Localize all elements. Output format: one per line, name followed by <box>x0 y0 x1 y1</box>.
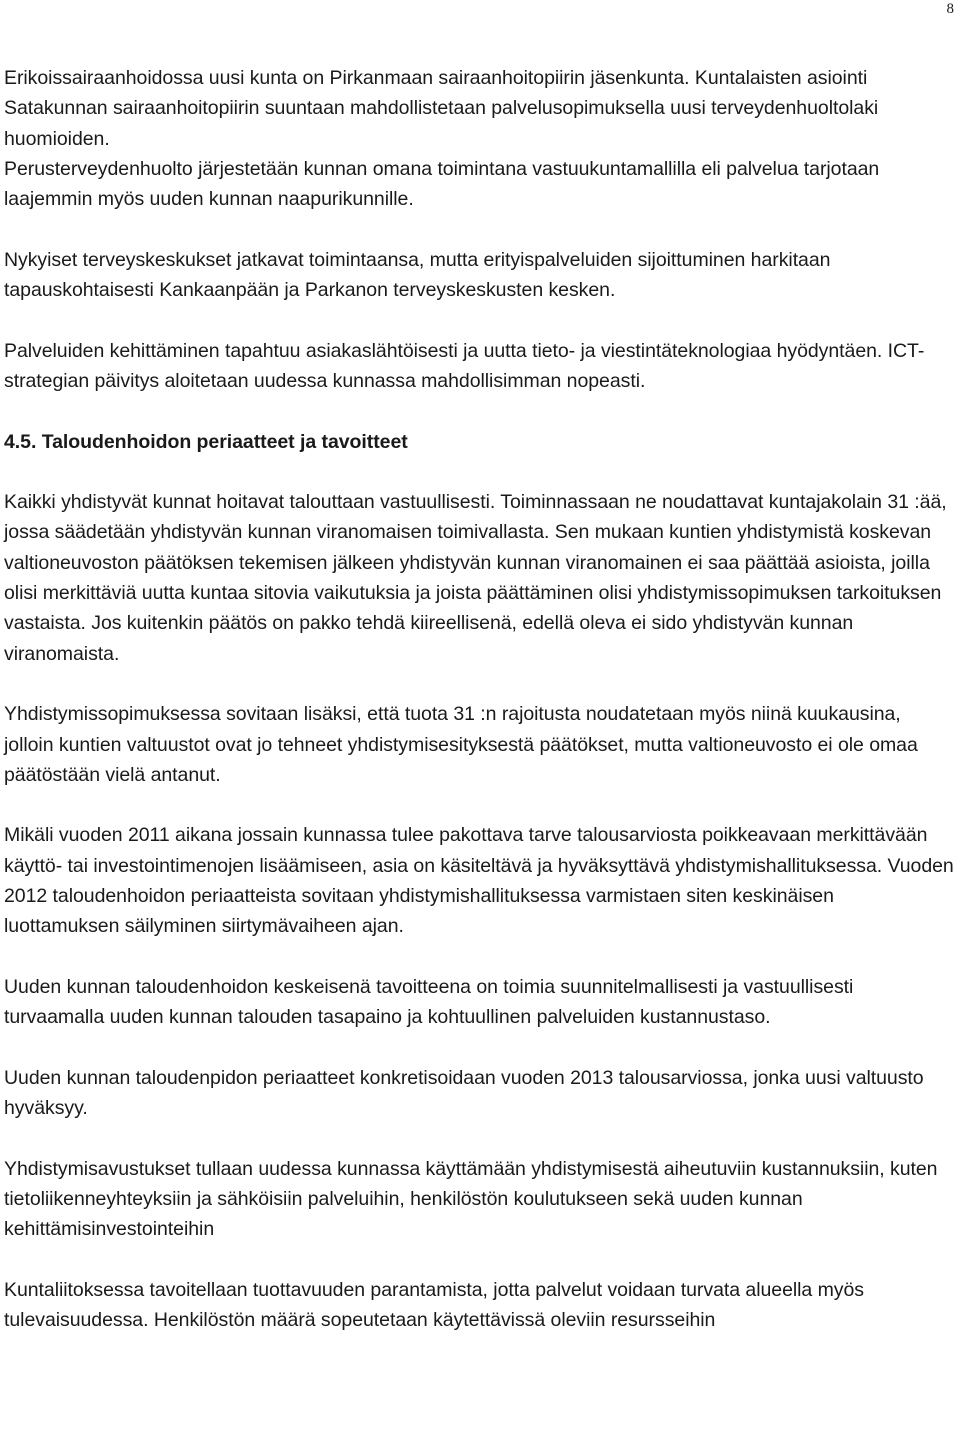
paragraph-health-centres: Nykyiset terveyskeskukset jatkavat toimintaansa, mutta erityispalveluiden sijoittuminen harkitaan tapauskohtaisesti Kankaanpään ja Parkanon terveyskeskusten kesken. <box>4 248 831 302</box>
page-number: 8 <box>946 1 954 17</box>
paragraph-finance-goal: Uuden kunnan taloudenhoidon keskeisenä tavoitteena on toimia suunnitelmallisesti ja vastuullisesti turvaamalla uuden kunnan talouden tasapaino ja kohtuullinen palveluiden kustannustaso. <box>4 975 854 1029</box>
paragraph-merger-grants: Yhdistymisavustukset tullaan uudessa kunnassa käyttämään yhdistymisestä aiheutuviin kustannuksiin, kuten tietoliikenneyhteyksiin ja sähköisiin palveluihin, henkilöstön koulutukseen sekä uuden kunnan kehittämisinvestointeihin <box>4 1157 938 1241</box>
paragraph-service-development: Palveluiden kehittäminen tapahtuu asiakaslähtöisesti ja uutta tieto- ja viestintäteknologiaa hyödyntäen. ICT-strategian päivitys aloitetaan uudessa kunnassa mahdollisimman nopeasti. <box>4 339 925 392</box>
paragraph-specialist-care: Erikoissairaanhoidossa uusi kunta on Pirkanmaan sairaanhoitopiirin jäsenkunta. Kuntalaisten asiointi Satakunnan sairaanhoitopiirin suuntaan mahdollistetaan palvelusopimuksella uusi terveydenhuoltolaki huomioiden. <box>4 67 879 150</box>
paragraph-productivity: Kuntaliitoksessa tavoitellaan tuottavuuden parantamista, jotta palvelut voidaan turvata alueella myös tulevaisuudessa. Henkilöstön määrä sopeutetaan käytettävissä oleviin resursseihin <box>4 1278 864 1332</box>
document-body <box>4 63 954 1366</box>
section-heading: 4.5. Taloudenhoidon periaatteet ja tavoitteet <box>4 430 408 453</box>
paragraph-restriction-months: Yhdistymissopimuksessa sovitaan lisäksi, että tuota 31 :n rajoitusta noudatetaan myös niinä kuukausina, jolloin kuntien valtuustot ovat jo tehneet yhdistymisesityksestä päätökset, mutta valtioneuvosto ei ole omaa päätöstään vielä antanut. <box>4 703 918 786</box>
paragraph-budget-deviation: Mikäli vuoden 2011 aikana jossain kunnassa tulee pakottava tarve talousarviosta poikkeavaan merkittävään käyttö- tai investointimenojen lisäämiseen, asia on käsiteltävä ja hyväksyttävä yhdistymishallituksessa. Vuoden 2012 taloudenhoidon periaatteista sovitaan yhdistymishallituksessa varmistaen siten keskinäisen luottamuksen säilyminen siirtymävaiheen ajan. <box>4 824 954 938</box>
paragraph-primary-care: Perusterveydenhuolto järjestetään kunnan omana toimintana vastuukuntamallilla eli palvelua tarjotaan laajemmin myös uuden kunnan naapurikunnille. <box>4 157 880 211</box>
paragraph-budget-2013: Uuden kunnan taloudenpidon periaatteet konkretisoidaan vuoden 2013 talousarviossa, jonka uusi valtuusto hyväksyy. <box>4 1066 924 1120</box>
paragraph-responsible-finance: Kaikki yhdistyvät kunnat hoitavat talouttaan vastuullisesti. Toiminnassaan ne noudattavat kuntajakolain 31 :ää, jossa säädetään yhdistyvän kunnan viranomaisen toimivallasta. Sen mukaan kuntien yhdistymistä koskevan valtioneuvoston päätöksen tekemisen jälkeen yhdistyvän kunnan viranomainen ei saa päättää asioista, joilla olisi merkittäviä uutta kuntaa sitovia vaikutuksia ja joista päättäminen olisi yhdistymissopimuksen tarkoituksen vastaista. Jos kuitenkin päätös on pakko tehdä kiireellisenä, edellä oleva ei sido yhdistyvän kunnan viranomaista. <box>4 491 947 665</box>
